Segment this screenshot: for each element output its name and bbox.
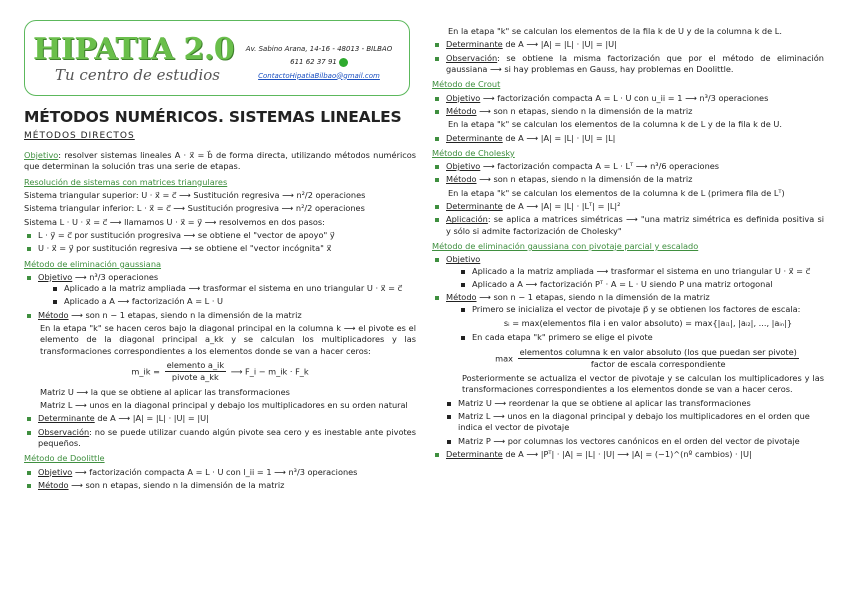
item-text: de A ⟶ |A| = |L| · |U| = |L| [502, 132, 616, 143]
bullet-list [432, 449, 824, 460]
email-link[interactable]: ContactoHipatiaBilbao@gmail.com [258, 71, 380, 80]
item-label: Método [446, 174, 477, 185]
list-item [432, 53, 824, 76]
bullet-list [24, 230, 416, 255]
fraction [165, 360, 227, 384]
item-label: Observación [38, 426, 90, 437]
item-label: Determinante [446, 201, 503, 212]
item-text: ⟶ son n etapas, siendo n la dimensión de la matriz [68, 479, 285, 490]
formula-lhs: m_ik = [131, 366, 160, 377]
item-text: de A ⟶ |Pᵀ| · |A| = |L| · |U| ⟶ |A| = (−1)^(nº cambios) · |U| [502, 449, 752, 459]
bullet-list [432, 133, 824, 144]
list-item: Aplicado a la matriz ampliada ⟶ trasformar el sistema en uno triangular U · x⃗ = c⃗ [50, 283, 416, 294]
fraction-denominator: factor de escala correspondiente [590, 358, 726, 369]
phone: 611 62 37 91 [290, 58, 337, 67]
list-item [24, 310, 416, 321]
text-line: Sistema triangular inferior: L · x⃗ = c⃗ ⟶ Sustitución progresiva ⟶ n²/2 operaciones [24, 203, 365, 214]
item-text: de A ⟶ |A| = |L| · |Lᵀ| = |L|² [502, 201, 621, 212]
item-text: ⟶ son n − 1 etapas, siendo n la dimensión de la matriz [476, 292, 710, 303]
bullet-list [432, 161, 824, 186]
section-title: Método de eliminación gaussiana con pivotaje parcial y escalado [432, 241, 699, 251]
item-text: de A ⟶ |A| = |L| · |U| = |U| [502, 39, 617, 50]
text-line: En la etapa "k" se calculan los elementos de la columna k de L (primera fila de Lᵀ) [448, 187, 785, 198]
list-item [432, 449, 824, 460]
item-text: : no se puede utilizar cuando algún pivote sea cero y es inestable ante pivotes pequeños. [38, 426, 416, 448]
list-item [432, 214, 824, 237]
list-item [432, 201, 824, 212]
bullet-list [24, 272, 416, 321]
item-label: Determinante [446, 132, 503, 143]
left-column [24, 150, 416, 493]
list-item [24, 427, 416, 450]
item-label: Observación [446, 52, 498, 63]
item-label: Determinante [446, 449, 503, 459]
item-text: : se obtiene la misma factorización que por el método de eliminación gaussiana ⟶ si hay problemas en Gauss, hay problemas en Doolittle. [446, 52, 824, 74]
objective-text: : resolver sistemas lineales A · x⃗ = b⃗ de forma directa, utilizando métodos numéricos que determinan la solución tras una serie de etapas. [24, 150, 416, 172]
address: Av. Sabino Arana, 14-16 - 48013 - BILBAO [245, 45, 393, 53]
bullet-list [432, 93, 824, 118]
list-item [24, 467, 416, 478]
list-item [24, 413, 416, 424]
item-text: Primero se inicializa el vector de pivotaje p⃗ y se obtienen los factores de escala: [472, 303, 801, 314]
bullet-list [24, 467, 416, 492]
formula-rhs: ⟶ F_i − m_ik · F_k [230, 366, 309, 377]
logo: HIPATIA 2.0 [33, 32, 235, 67]
header-box [24, 20, 410, 96]
text-line: En la etapa "k" se calculan los elementos de la columna k de L y de la fila k de U. [448, 119, 782, 130]
item-label: Objetivo [38, 271, 73, 282]
item-label: Determinante [38, 413, 95, 424]
contact-info [231, 43, 407, 83]
item-label: Objetivo [38, 466, 73, 477]
formula: sᵢ = max(elementos fila i en valor absoluto) = max{|aᵢ₁|, |aᵢ₂|, ..., |aᵢₙ|} [503, 317, 793, 328]
list-item [432, 133, 824, 144]
sub-list [444, 398, 824, 447]
formula [472, 347, 824, 371]
list-item: Matriz L ⟶ unos en la diagonal principal y debajo los multiplicadores en el orden que indica el vector de pivotaje [444, 411, 824, 434]
list-item [432, 39, 824, 50]
item-text: ⟶ son n − 1 etapas, siendo n la dimensión de la matriz [68, 309, 302, 320]
list-item: Aplicado a A ⟶ factorización A = L · U [50, 296, 416, 307]
item-label: Objetivo [446, 161, 481, 172]
whatsapp-icon [339, 58, 348, 67]
item-text: ⟶ factorización compacta A = L · U con u_ii = 1 ⟶ n³/3 operaciones [480, 92, 769, 103]
fraction [518, 347, 799, 371]
fraction-numerator: elementos columna k en valor absoluto (los que puedan ser pivote) [518, 347, 799, 359]
objective-paragraph [24, 150, 416, 173]
sub-list [458, 266, 824, 291]
item-label: Objetivo [446, 92, 481, 103]
fraction-numerator: elemento a_ik [165, 360, 227, 372]
text-line: Sistema L · U · x⃗ = c⃗ ⟶ llamamos U · x⃗ = y⃗ ⟶ resolvemos en dos pasos: [24, 216, 325, 227]
item-label: Método [446, 292, 477, 303]
list-item: Aplicado a la matriz ampliada ⟶ trasformar el sistema en uno triangular U · x⃗ = c⃗ [458, 266, 824, 277]
item-label: Método [38, 309, 69, 320]
section-title: Método de Crout [432, 79, 501, 90]
list-item [458, 332, 824, 370]
item-label: Objetivo [446, 254, 481, 265]
list-item [432, 161, 824, 172]
list-item [458, 304, 824, 330]
section-title: Método de eliminación gaussiana [24, 258, 162, 269]
list-item: Matriz U ⟶ reordenar la que se obtiene al aplicar las transformaciones [444, 398, 824, 409]
bullet-list [432, 201, 824, 237]
item-text: ⟶ son n etapas, siendo n la dimensión de la matriz [476, 105, 693, 116]
objective-label: Objetivo [24, 150, 59, 160]
bullet-list [432, 254, 824, 370]
text-line: Matriz L ⟶ unos en la diagonal principal y debajo los multiplicadores en su orden natural [40, 399, 408, 410]
page-title: MÉTODOS NUMÉRICOS. SISTEMAS LINEALES [24, 108, 402, 126]
right-column [432, 26, 824, 462]
item-text: ⟶ factorización compacta A = L · Lᵀ ⟶ n³/6 operaciones [480, 161, 720, 172]
list-item [24, 272, 416, 308]
list-item [432, 292, 824, 370]
formula-lhs: max [495, 352, 513, 363]
text-line: Matriz U ⟶ la que se obtiene al aplicar las transformaciones [40, 386, 290, 397]
item-text: de A ⟶ |A| = |L| · |U| = |U| [94, 413, 209, 424]
list-item: L · y⃗ = c⃗ por sustitución progresiva ⟶ se obtiene el "vector de apoyo" y⃗ [24, 230, 416, 241]
item-label: Determinante [446, 39, 503, 50]
list-item [432, 254, 824, 290]
text-line: Sistema triangular superior: U · x⃗ = c⃗ ⟶ Sustitución regresiva ⟶ n²/2 operaciones [24, 189, 366, 200]
tagline: Tu centro de estudios [55, 66, 221, 84]
text-paragraph: En la etapa "k" se hacen ceros bajo la diagonal principal en la columna k ⟶ el pivote es el elemento de la diagonal principal a_kk y se calculan los multiplicadores y las transformaciones correspondientes a los elementos donde se van a hacer ceros: [40, 323, 416, 356]
list-item [432, 106, 824, 117]
list-item [432, 174, 824, 185]
text-paragraph: Posteriormente se actualiza el vector de pivotaje y se calculan los multiplicadores y las transformaciones correspondientes a los elementos donde se van a hacer ceros. [462, 373, 824, 395]
section-title: Método de Doolittle [24, 453, 105, 464]
bullet-list [24, 413, 416, 449]
text-line: En la etapa "k" se calculan los elementos de la fila k de U y de la columna k de L. [448, 26, 782, 36]
item-text: En cada etapa "k" primero se elige el pivote [472, 332, 653, 343]
list-item: Aplicado a A ⟶ factorización Pᵀ · A = L · U siendo P una matriz ortogonal [458, 279, 824, 290]
sub-list [458, 304, 824, 371]
bullet-list [432, 39, 824, 75]
list-item [24, 480, 416, 491]
list-item [432, 93, 824, 104]
section-title: Método de Cholesky [432, 147, 515, 158]
formula [24, 360, 416, 384]
fraction-denominator: pivote a_kk [171, 372, 219, 383]
list-item: Matriz P ⟶ por columnas los vectores canónicos en el orden del vector de pivotaje [444, 436, 824, 447]
item-text: : se aplica a matrices simétricas ⟶ "una matriz simétrica es definida positiva si y sólo si admite factorización de Cholesky" [446, 214, 824, 236]
item-text: ⟶ n³/3 operaciones [72, 271, 159, 282]
item-label: Método [38, 479, 69, 490]
section-title: Resolución de sistemas con matrices triangulares [24, 176, 228, 187]
item-text: ⟶ factorización compacta A = L · U con l_ii = 1 ⟶ n³/3 operaciones [72, 466, 358, 477]
sub-list [50, 283, 416, 308]
item-label: Método [446, 105, 477, 116]
list-item: U · x⃗ = y⃗ por sustitución regresiva ⟶ se obtiene el "vector incógnita" x⃗ [24, 243, 416, 254]
section-subtitle: MÉTODOS DIRECTOS [24, 131, 135, 141]
item-text: ⟶ son n etapas, siendo n la dimensión de la matriz [476, 174, 693, 185]
item-label: Aplicación [446, 214, 488, 225]
